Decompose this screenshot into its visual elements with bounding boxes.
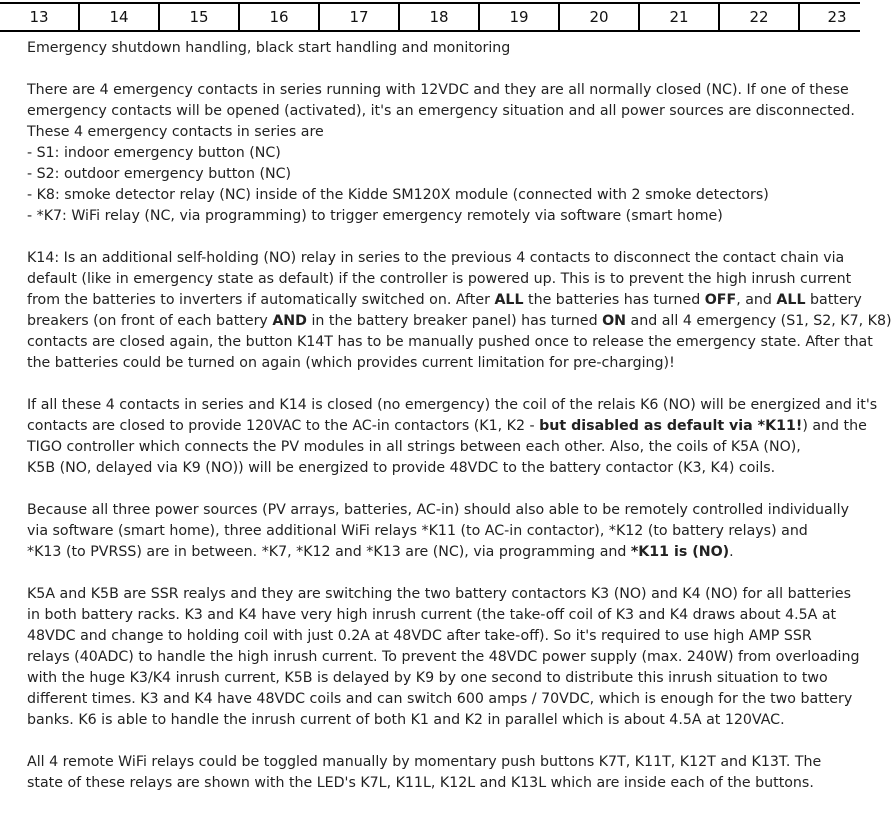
text-line: 48VDC and change to holding coil with just 0.2A at 48VDC after take-off). So it's required to use high AMP SSR — [27, 628, 812, 644]
emphasis: ALL — [776, 292, 806, 308]
emphasis: but disabled as default via *K11! — [539, 418, 803, 434]
list-item: - S2: outdoor emergency button (NC) — [27, 166, 292, 182]
paragraph-ssr-relays — [27, 584, 860, 731]
text-run: the batteries has turned — [523, 292, 705, 308]
text-run: ) and the — [802, 418, 867, 434]
text-run: *K13 (to PVRSS) are in between. *K7, *K12 and *K13 are (NC), via programming and — [27, 544, 631, 560]
ruler-cell: 16 — [240, 4, 320, 30]
text-line: TIGO controller which connects the PV modules in all strings between each other. Also, the coils of K5A (NO), — [27, 439, 801, 455]
emphasis: OFF — [704, 292, 737, 308]
text-line: There are 4 emergency contacts in series running with 12VDC and they are all normally closed (NC). If one of these — [27, 82, 849, 98]
text-run: from the batteries to inverters if automatically switched on. After — [27, 292, 495, 308]
text-line — [27, 416, 867, 437]
ruler-cell: 17 — [320, 4, 400, 30]
emphasis: ON — [602, 313, 627, 329]
text-line: If all these 4 contacts in series and K14 is closed (no emergency) the coil of the relais K6 (NO) will be energized and it's — [27, 397, 878, 413]
text-line: state of these relays are shown with the LED's K7L, K11L, K12L and K13L which are inside each of the buttons. — [27, 775, 814, 791]
text-run: battery — [805, 292, 862, 308]
text-line: relays (40ADC) to handle the high inrush current. To prevent the 48VDC power supply (max. 240W) from overloading — [27, 649, 860, 665]
ruler-cell: 18 — [400, 4, 480, 30]
emphasis: AND — [272, 313, 307, 329]
text-line: K5B (NO, delayed via K9 (NO)) will be energized to provide 48VDC to the battery contactor (K3, K4) coils. — [27, 460, 776, 476]
text-run: contacts are closed to provide 120VAC to the AC-in contactors (K1, K2 - — [27, 418, 540, 434]
section-heading — [27, 38, 857, 59]
paragraph-emergency-contacts — [27, 80, 857, 227]
text-line — [27, 542, 857, 563]
text-line: K5A and K5B are SSR realys and they are switching the two battery contactors K3 (NO) and K4 (NO) for all batteries — [27, 586, 852, 602]
text-run: breakers (on front of each battery — [27, 313, 273, 329]
text-line: default (like in emergency state as default) if the controller is powered up. This is to prevent the high inrush current — [27, 271, 852, 287]
document-body — [27, 38, 892, 815]
list-item: - K8: smoke detector relay (NC) inside of the Kidde SM120X module (connected with 2 smoke detectors) — [27, 187, 769, 203]
text-line: K14: Is an additional self-holding (NO) relay in series to the previous 4 contacts to disconnect the contact chain via — [27, 250, 845, 266]
ruler-cell: 19 — [480, 4, 560, 30]
text-line: via software (smart home), three additional WiFi relays *K11 (to AC-in contactor), *K12 (to battery relays) and — [27, 523, 808, 539]
text-line: emergency contacts will be opened (activated), it's an emergency situation and all power sources are disconnected. — [27, 103, 855, 119]
text-line: All 4 remote WiFi relays could be toggled manually by momentary push buttons K7T, K11T, K12T and K13T. The — [27, 754, 822, 770]
text-run: in the battery breaker panel) has turned — [306, 313, 603, 329]
text-run: and all 4 emergency (S1, S2, K7, K8) — [626, 313, 892, 329]
text-run: , and — [736, 292, 777, 308]
column-number-ruler — [0, 2, 860, 32]
paragraph-push-buttons — [27, 752, 857, 794]
text-line: contacts are closed again, the button K14T has to be manually pushed once to release the emergency state. After that — [27, 334, 873, 350]
emphasis: *K11 is (NO) — [630, 544, 730, 560]
text-line: the batteries could be turned on again (which provides current limitation for pre-charging)! — [27, 355, 675, 371]
text-line: These 4 emergency contacts in series are — [27, 124, 324, 140]
paragraph-k6-relay — [27, 395, 878, 479]
ruler-cell: 21 — [640, 4, 720, 30]
text-line: different times. K3 and K4 have 48VDC coils and can switch 600 amps / 70VDC, which is enough for the two battery — [27, 691, 853, 707]
text-line — [27, 311, 892, 332]
text-line — [27, 290, 862, 311]
ruler-cell: 13 — [0, 4, 80, 30]
ruler-cell: 14 — [80, 4, 160, 30]
ruler-cell: 22 — [720, 4, 800, 30]
text-run: . — [729, 544, 734, 560]
ruler-cell: 20 — [560, 4, 640, 30]
paragraph-wifi-relays — [27, 500, 857, 563]
heading-text: Emergency shutdown handling, black start handling and monitoring — [27, 40, 511, 56]
text-line: with the huge K3/K4 inrush current, K5B is delayed by K9 by one second to distribute this inrush situation to two — [27, 670, 828, 686]
ruler-cell: 15 — [160, 4, 240, 30]
text-line: banks. K6 is able to handle the inrush current of both K1 and K2 in parallel which is about 4.5A at 120VAC. — [27, 712, 785, 728]
ruler-cell: 23 — [827, 8, 847, 26]
emphasis: ALL — [494, 292, 524, 308]
list-item: - S1: indoor emergency button (NC) — [27, 145, 281, 161]
list-item: - *K7: WiFi relay (NC, via programming) to trigger emergency remotely via software (smart home) — [27, 208, 723, 224]
text-line: Because all three power sources (PV arrays, batteries, AC-in) should also able to be remotely controlled individually — [27, 502, 849, 518]
paragraph-k14 — [27, 248, 892, 374]
text-line: in both battery racks. K3 and K4 have very high inrush current (the take-off coil of K3 and K4 draws about 4.5A at — [27, 607, 837, 623]
